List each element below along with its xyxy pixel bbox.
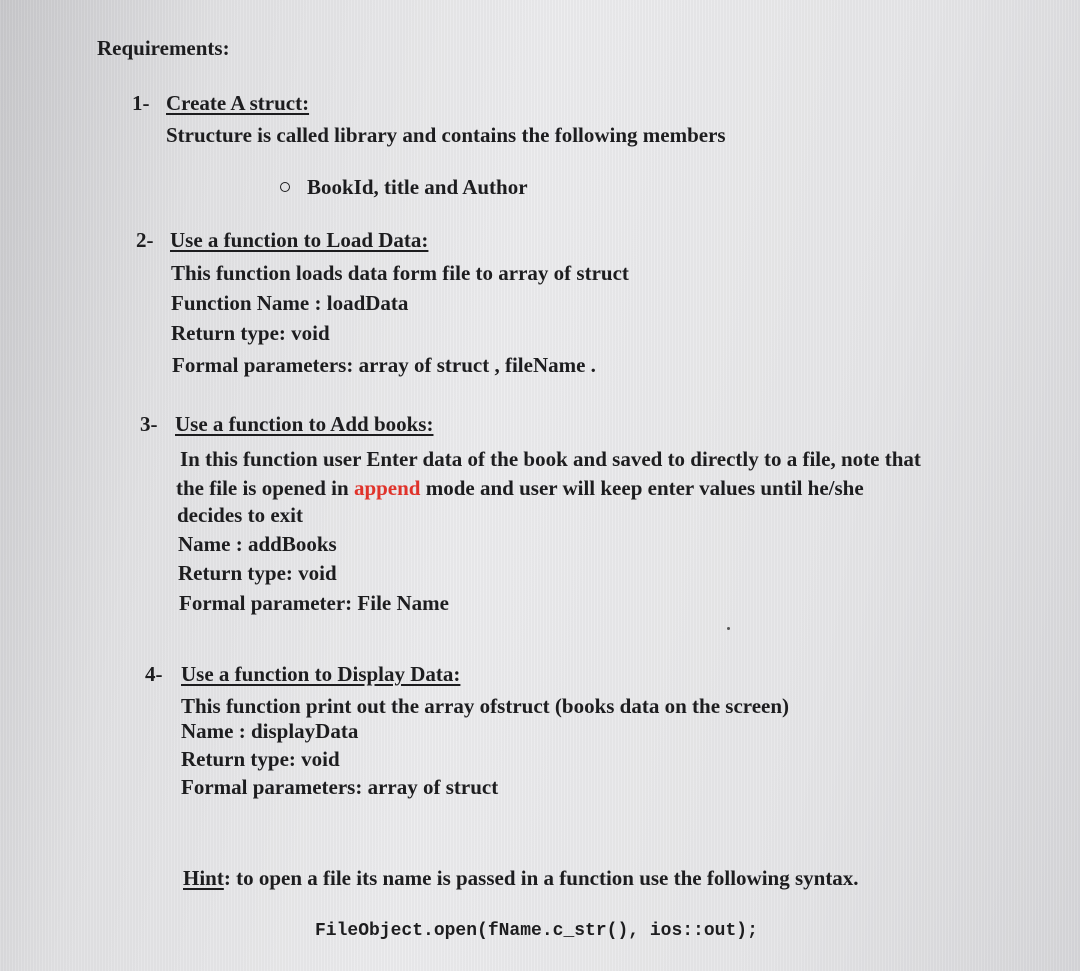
section-1-line-1: Structure is called library and contains the following members: [166, 123, 726, 147]
section-4-number: 4-: [145, 662, 163, 686]
section-3-line-2: [176, 478, 864, 499]
code-syntax: FileObject.open(fName.c_str(), ios::out);: [315, 921, 758, 941]
section-2-line-3: Return type: void: [171, 321, 330, 345]
section-2-line-4: Formal parameters: array of struct , fileName .: [172, 353, 596, 377]
section-3-line-5: Return type: void: [178, 561, 337, 585]
circle-bullet-icon: [280, 182, 290, 192]
section-3-title: Use a function to Add books:: [175, 412, 434, 436]
section-3-number: 3-: [140, 412, 158, 436]
section-1-title: Create A struct:: [166, 91, 310, 115]
section-3-line-2-end: mode and user will keep enter values until he/she: [420, 476, 864, 500]
append-highlight: append: [353, 476, 421, 500]
hint-text: : to open a file its name is passed in a function use the following syntax.: [223, 866, 859, 890]
section-3-line-4: Name : addBooks: [178, 532, 337, 556]
screen-speck: [727, 627, 730, 630]
section-3-line-6: Formal parameter: File Name: [179, 591, 449, 615]
section-2-number: 2-: [136, 228, 154, 252]
section-4-title: Use a function to Display Data:: [181, 662, 461, 686]
section-4-line-4: Formal parameters: array of struct: [181, 775, 499, 799]
requirements-heading: Requirements:: [97, 36, 230, 60]
section-3-line-2-start: the file is opened in: [176, 476, 354, 500]
section-2-title: Use a function to Load Data:: [170, 228, 429, 252]
section-1-bullet-text: BookId, title and Author: [307, 175, 528, 199]
hint-line: [183, 868, 859, 889]
section-3-line-3: decides to exit: [177, 503, 303, 527]
hint-label: Hint: [183, 866, 224, 890]
section-4-line-1: This function print out the array ofstruct (books data on the screen): [181, 694, 790, 718]
section-1-number: 1-: [132, 91, 150, 115]
section-4-line-2: Name : displayData: [181, 719, 359, 743]
section-2-line-1: This function loads data form file to array of struct: [171, 261, 629, 285]
section-3-line-1: In this function user Enter data of the book and saved to directly to a file, note that: [180, 447, 921, 471]
section-4-line-3: Return type: void: [181, 747, 340, 771]
section-2-line-2: Function Name : loadData: [171, 291, 409, 315]
